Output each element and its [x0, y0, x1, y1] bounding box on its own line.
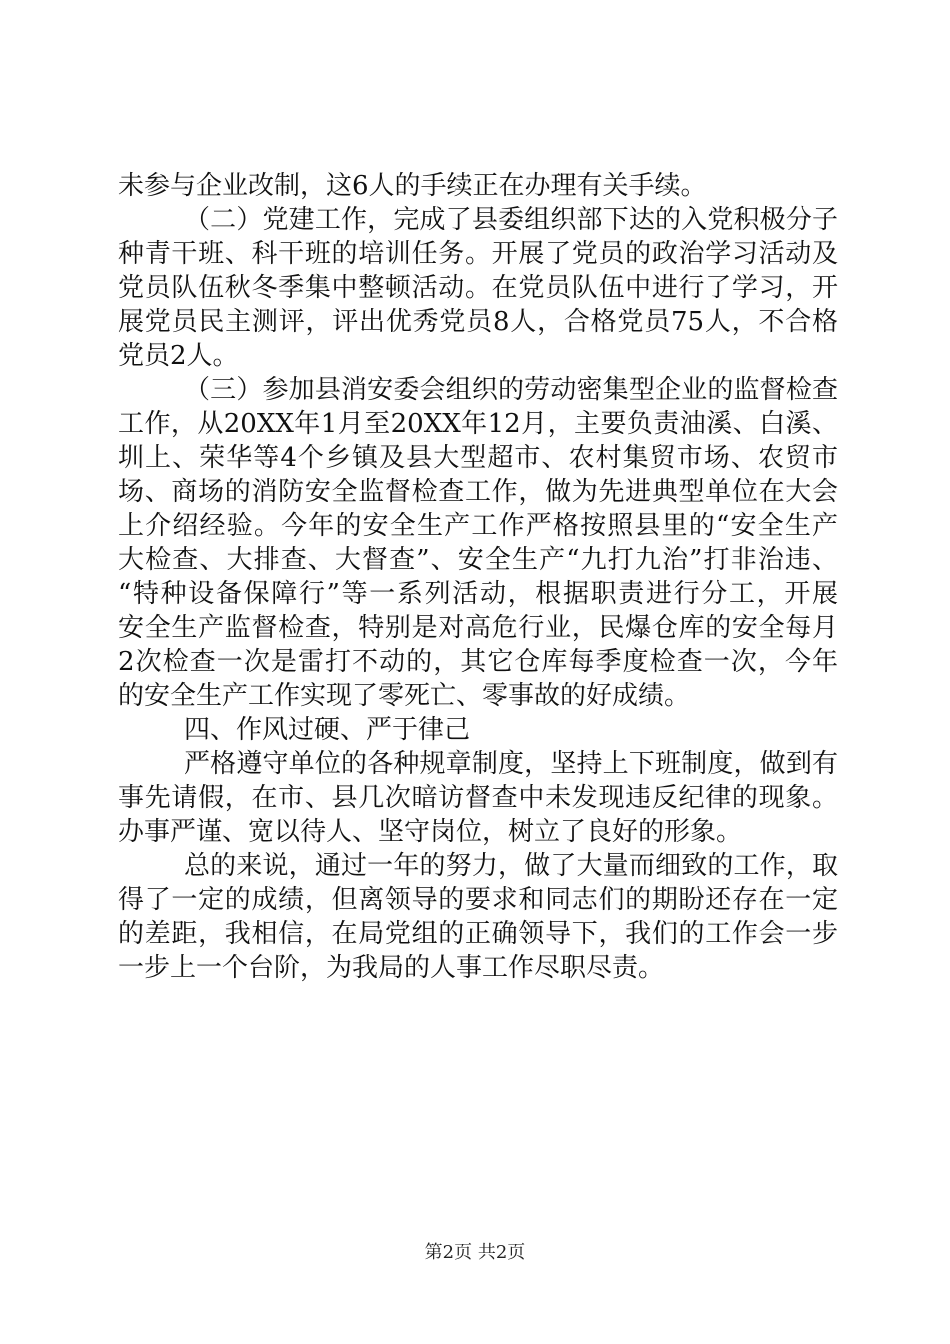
page-number-footer: 第2页 共2页	[424, 1242, 526, 1263]
text-line: 总的来说，通过一年的努力，做了大量而细致的工作，取	[184, 851, 838, 881]
text-line: “特种设备保障行”等一系列活动，根据职责进行分工，开展	[118, 579, 838, 609]
text-line: 办事严谨、宽以待人、坚守岗位，树立了良好的形象。	[118, 817, 743, 847]
text-line: 党员2人。	[118, 341, 239, 371]
text-line: 场、商场的消防安全监督检查工作，做为先进典型单位在大会	[118, 477, 838, 507]
text-line: （二）党建工作，完成了县委组织部下达的入党积极分子	[184, 205, 838, 235]
text-line: 未参与企业改制，这6人的手续正在办理有关手续。	[118, 171, 707, 201]
text-line: 严格遵守单位的各种规章制度，坚持上下班制度，做到有	[184, 749, 838, 779]
text-line: （三）参加县消安委会组织的劳动密集型企业的监督检查	[184, 375, 838, 405]
text-line: 的安全生产工作实现了零死亡、零事故的好成绩。	[118, 681, 691, 711]
text-line: 上介绍经验。今年的安全生产工作严格按照县里的“安全生产	[118, 511, 838, 541]
text-line: 一步上一个台阶，为我局的人事工作尽职尽责。	[118, 953, 665, 983]
text-line: 工作，从20XX年1月至20XX年12月，主要负责油溪、白溪、	[118, 409, 838, 439]
text-line: 2次检查一次是雷打不动的，其它仓库每季度检查一次，今年	[118, 647, 838, 677]
text-line: 展党员民主测评，评出优秀党员8人，合格党员75人，不合格	[118, 307, 838, 337]
text-line: 得了一定的成绩，但离领导的要求和同志们的期盼还存在一定	[118, 885, 838, 915]
text-line: 大检查、大排查、大督查”、安全生产“九打九治”打非治违、	[118, 545, 838, 575]
text-line: 安全生产监督检查，特别是对高危行业，民爆仓库的安全每月	[118, 613, 838, 643]
text-line: 党员队伍秋冬季集中整顿活动。在党员队伍中进行了学习，开	[118, 273, 838, 303]
section-heading: 四、作风过硬、严于律己	[184, 715, 471, 745]
text-line: 的差距，我相信，在局党组的正确领导下，我们的工作会一步	[118, 919, 838, 949]
text-line: 圳上、荣华等4个乡镇及县大型超市、农村集贸市场、农贸市	[118, 443, 838, 473]
text-line: 事先请假，在市、县几次暗访督查中未发现违反纪律的现象。	[118, 783, 838, 813]
text-line: 种青干班、科干班的培训任务。开展了党员的政治学习活动及	[118, 239, 838, 269]
